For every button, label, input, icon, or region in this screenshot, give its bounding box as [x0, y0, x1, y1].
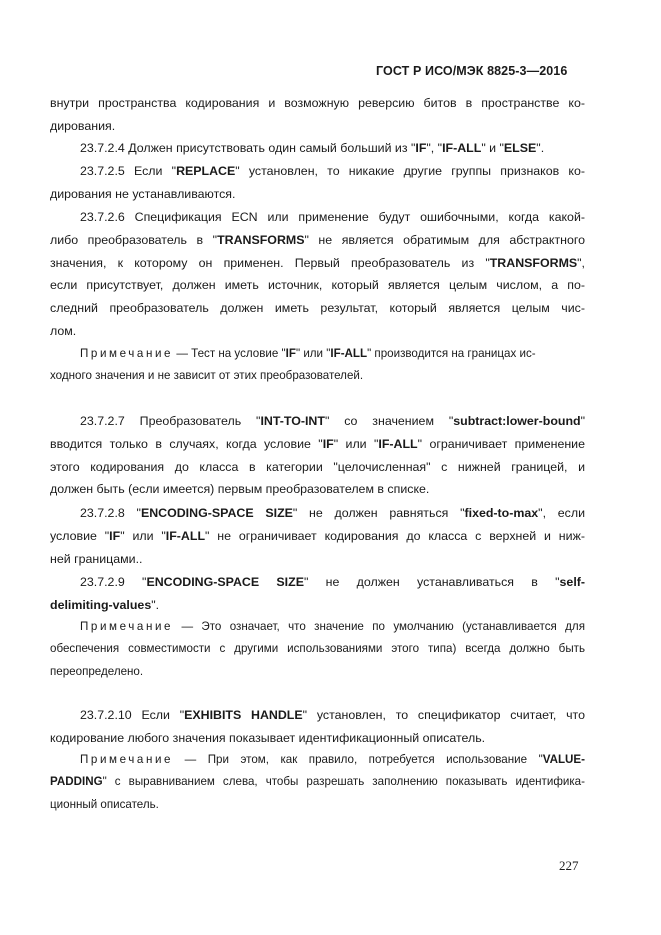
text-line: ходного значения и не зависит от этих преобразователей.: [50, 369, 364, 383]
text-line: [50, 433, 585, 456]
note-1: [50, 343, 585, 388]
note-label: Примечание: [80, 347, 174, 360]
clause-number: 23.7.2.4: [80, 141, 125, 155]
text-line: [50, 704, 585, 727]
text-run: ", если: [538, 506, 586, 520]
text-line: внутри пространства кодирования и возможную реверсию битов в пространстве ко-: [50, 96, 585, 110]
text-line: [50, 749, 585, 771]
keyword: TRANSFORMS: [489, 255, 578, 270]
text-line: [50, 343, 585, 365]
text-run: ", ": [426, 141, 443, 155]
note-label: Примечание: [80, 620, 174, 633]
keyword: self-: [559, 575, 586, 589]
keyword: IF-ALL: [442, 141, 482, 155]
text-run: Это означает, что значение по умолчанию (устанавливается для: [201, 620, 585, 633]
text-run: " или ": [120, 528, 166, 543]
clause-23-7-2-5: [50, 160, 585, 206]
text-run: " производится на границах ис-: [367, 347, 536, 360]
text-line: 23.7.2.6 Спецификация ECN или применение будут ошибочными, когда какой-: [80, 210, 585, 224]
text-run: либо преобразователь в ": [50, 232, 218, 247]
text-line: ционный описатель.: [50, 797, 159, 811]
clause-number: 23.7.2.5: [80, 164, 125, 178]
note-label: Примечание: [80, 753, 174, 766]
text-run: —: [173, 753, 208, 766]
text-run: ".: [536, 141, 545, 155]
keyword: IF-ALL: [165, 528, 206, 543]
text-line: дирования не устанавливаются.: [50, 186, 236, 201]
text-line: должен быть (если имеется) первым преобразователем в списке.: [50, 482, 430, 497]
text-run: Если ": [124, 164, 177, 178]
text-line: если присутствует, должен иметь источник, который является целым числом, а по-: [50, 278, 585, 293]
text-run: " и ": [481, 141, 504, 155]
note-2: [50, 616, 585, 683]
text-line: [50, 229, 585, 252]
clause-23-7-2-4: [50, 137, 585, 160]
text-run: 23.7.2.10 Если ": [80, 708, 185, 722]
clause-23-7-2-9: [50, 571, 585, 617]
keyword: IF-ALL: [330, 347, 368, 360]
keyword: IF: [285, 347, 296, 360]
text-run: При этом, как правило, потребуется использование ": [207, 753, 543, 766]
text-run: Тест на условие ": [191, 347, 286, 360]
text-run: значения, к которому он применен. Первый преобразователь из ": [50, 255, 490, 270]
text-run: " или ": [333, 436, 379, 451]
text-run: " не должен устанавливаться в ": [303, 575, 560, 589]
text-line: [50, 616, 585, 638]
text-run: " ограничивает применение: [417, 436, 585, 451]
text-line: [50, 594, 585, 617]
text-line: кодирование любого значения показывает идентификационный описатель.: [50, 730, 486, 745]
text-run: условие ": [50, 528, 110, 543]
keyword: IF: [415, 141, 427, 155]
text-run: " не является обратимым для абстрактного: [304, 232, 585, 247]
text-run: вводится только в случаях, когда условие ": [50, 436, 323, 451]
text-run: ": [580, 414, 585, 428]
text-run: " не должен равняться ": [292, 506, 465, 520]
clause-23-7-2-7: [50, 410, 585, 501]
text-line: [50, 252, 585, 275]
text-run: " установлен, то спецификатор считает, что: [302, 708, 585, 722]
keyword: IF-ALL: [378, 436, 418, 451]
text-line: следний преобразователь должен иметь результат, который является целым чис-: [50, 301, 585, 316]
keyword: TRANSFORMS: [217, 232, 305, 247]
text-line: этого кодирования до класса в категории "целочисленная" с нижней границей, и: [50, 459, 585, 474]
text-run: " или ": [295, 347, 331, 360]
text-run: " не ограничивает кодирования до класса с верхней и ниж-: [205, 528, 585, 543]
clause-23-7-2-6: [50, 206, 585, 343]
text-run: " установлен, то никакие другие группы признаков ко-: [235, 164, 585, 178]
keyword: ENCODING-SPACE SIZE: [140, 506, 293, 520]
keyword: EXHIBITS HANDLE: [184, 708, 303, 722]
keyword: subtract:lower-bound: [453, 414, 581, 428]
text-line: [50, 525, 585, 548]
text-run: 23.7.2.9 ": [80, 575, 147, 589]
text-line: обеспечения совместимости с другими использованиями этого типа) всегда должно быть: [50, 642, 585, 656]
keyword: INT-TO-INT: [260, 414, 325, 428]
text-line: дирования.: [50, 118, 116, 133]
note-3: [50, 749, 585, 816]
text-run: 23.7.2.8 ": [80, 506, 141, 520]
paragraph-continuation: [50, 92, 585, 138]
keyword: IF: [109, 528, 121, 543]
text-line: [50, 160, 585, 183]
text-line: [50, 502, 585, 525]
text-line: ней границами..: [50, 551, 143, 566]
keyword: PADDING: [50, 775, 103, 789]
keyword: ELSE: [503, 141, 537, 155]
text-run: —: [173, 347, 192, 360]
text-run: ",: [577, 255, 585, 270]
text-line: [50, 137, 585, 160]
keyword: delimiting-values: [50, 597, 152, 612]
text-line: [50, 771, 585, 793]
text-run: " с выравниванием слева, чтобы разрешать заполнению показывать идентифика-: [102, 775, 585, 789]
page-number: 227: [559, 858, 579, 873]
keyword: fixed-to-max: [464, 506, 539, 520]
standard-header: ГОСТ Р ИСО/МЭК 8825-3—2016: [376, 64, 568, 78]
text-run: 23.7.2.7 Преобразователь ": [80, 414, 261, 428]
text-line: переопределено.: [50, 664, 144, 678]
text-line: лом.: [50, 323, 77, 338]
keyword: REPLACE: [176, 164, 236, 178]
text-run: —: [173, 620, 202, 633]
clause-23-7-2-10: [50, 704, 585, 750]
text-run: ".: [151, 597, 160, 612]
clause-23-7-2-8: [50, 502, 585, 570]
text-line: [50, 571, 585, 594]
text-run: " со значением ": [324, 414, 454, 428]
text-run: Должен присутствовать один самый больший из ": [124, 141, 416, 155]
keyword: VALUE-: [542, 753, 585, 766]
keyword: ENCODING-SPACE SIZE: [146, 575, 304, 589]
keyword: IF: [322, 436, 334, 451]
text-line: [50, 410, 585, 433]
